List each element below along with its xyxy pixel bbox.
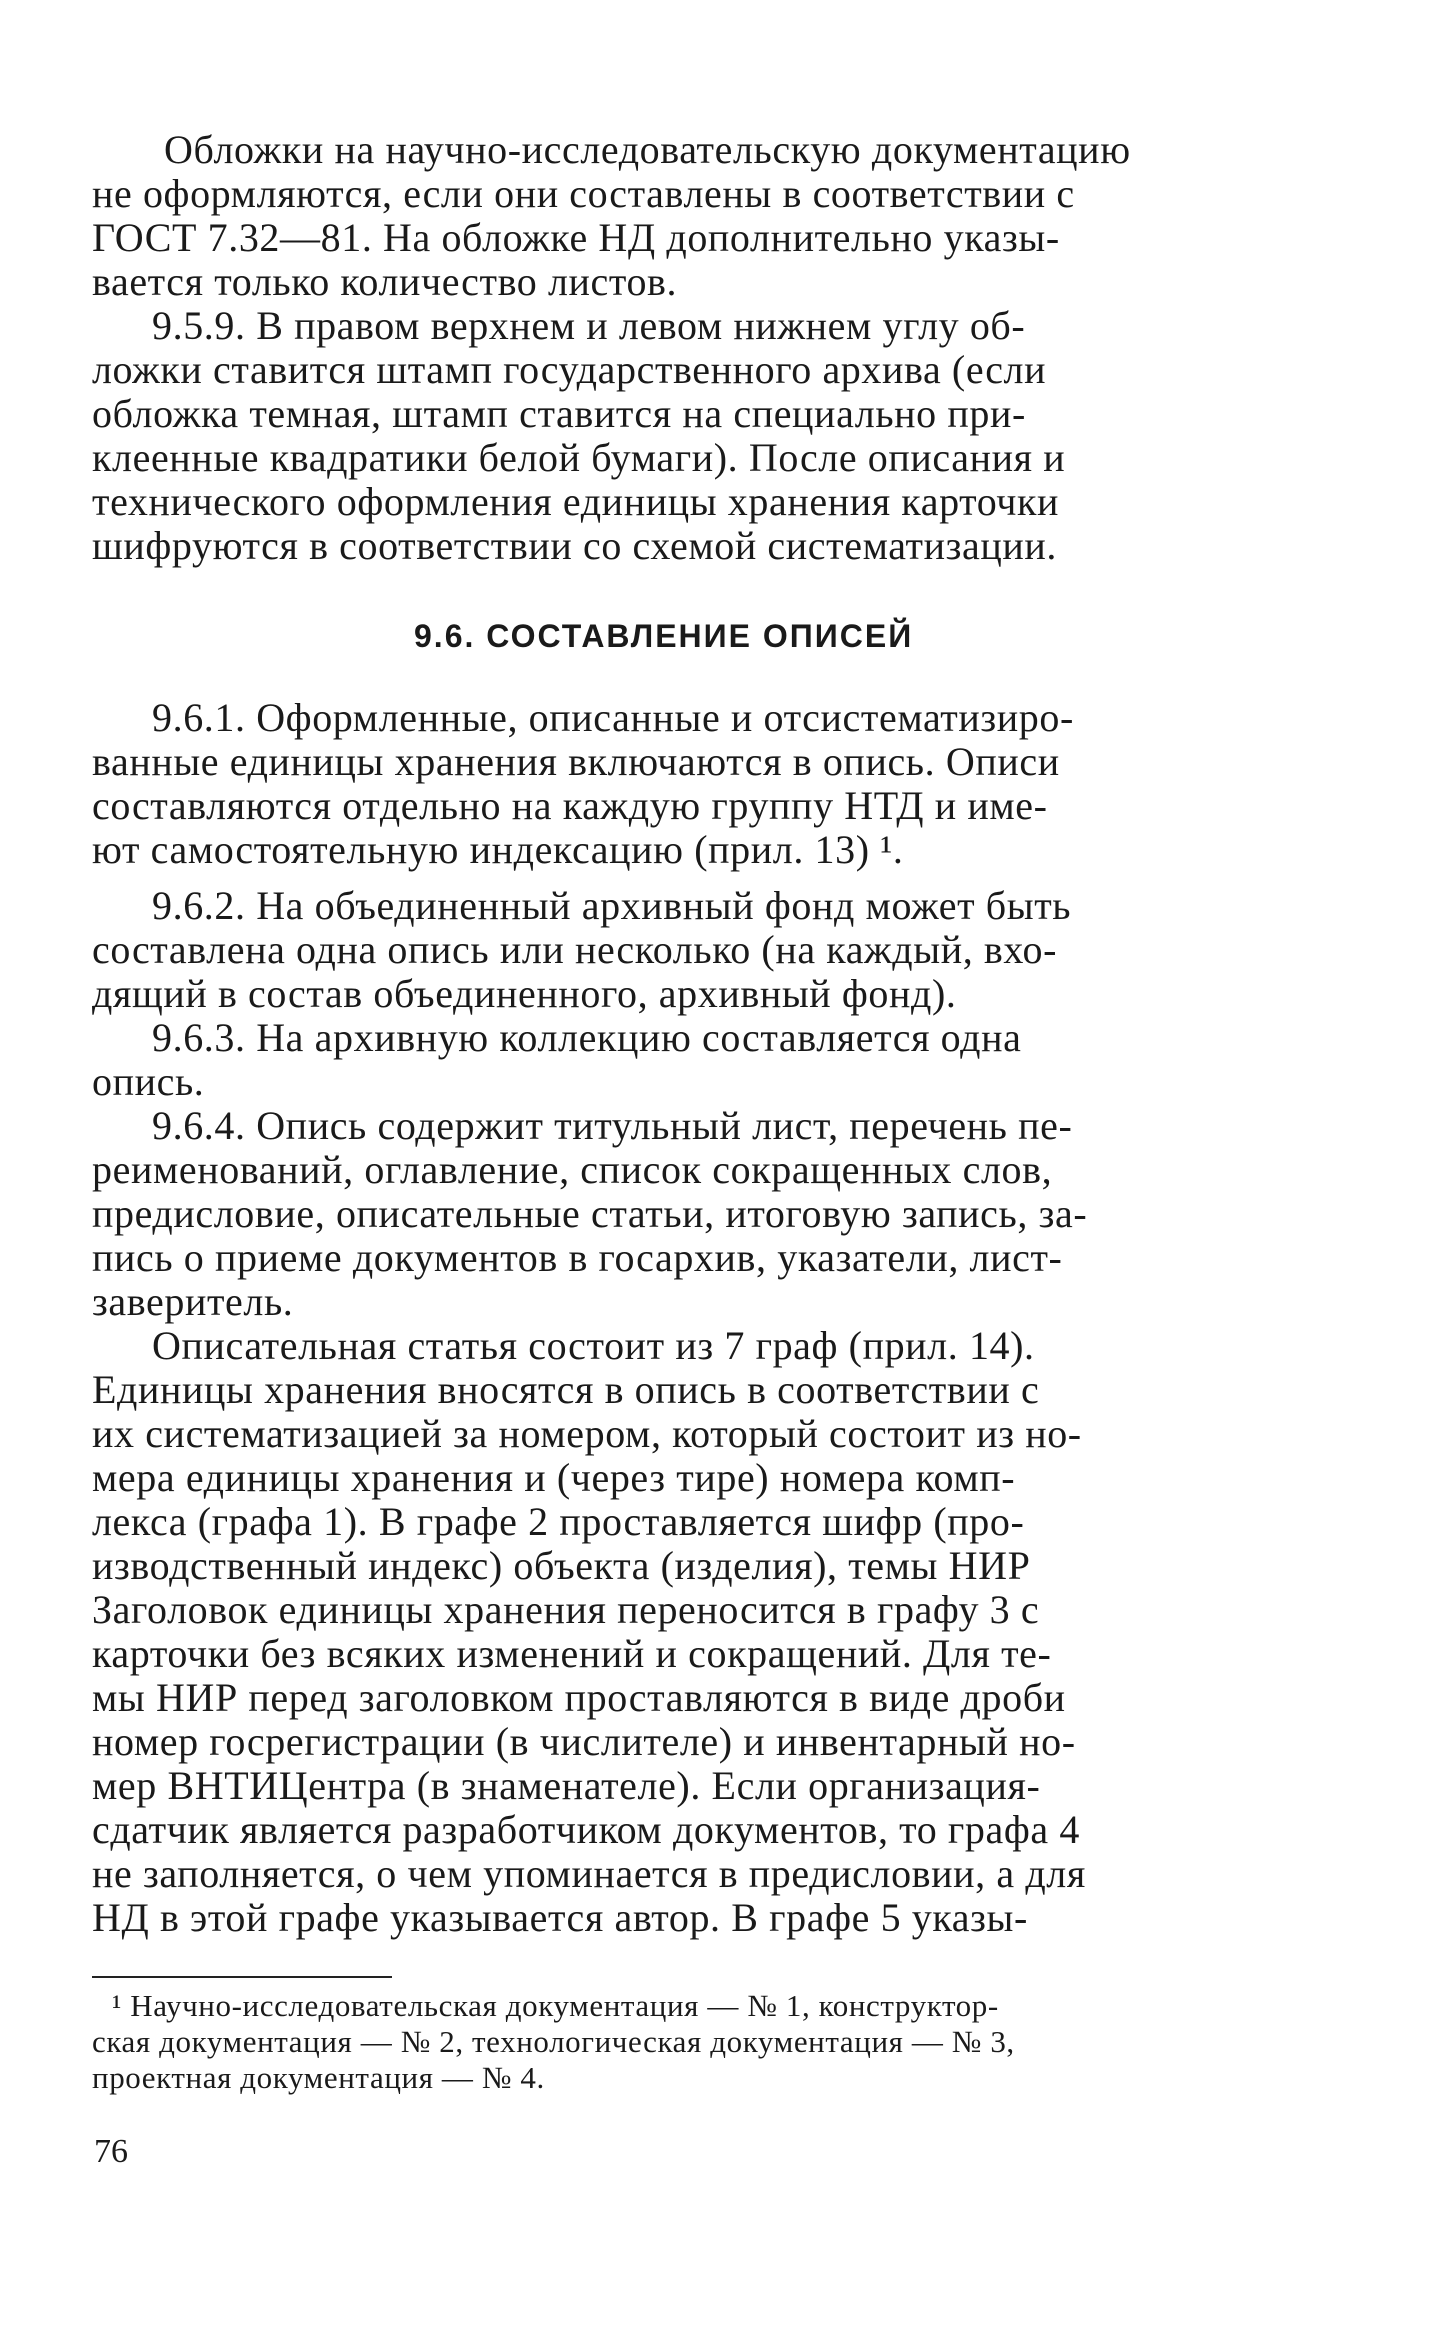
section-heading: 9.6. СОСТАВЛЕНИЕ ОПИСЕЙ (414, 618, 914, 654)
text-line: ют самостоятельную индексацию (прил. 13) ¹. (92, 827, 904, 872)
text-line: их систематизацией за номером, который состоит из но- (92, 1411, 1082, 1456)
text-line: не оформляются, если они составлены в соответствии с (92, 171, 1075, 216)
text-line: лекса (графа 1). В графе 2 проставляется шифр (про- (92, 1499, 1025, 1544)
footnote-line: ¹ Научно-исследовательская документация — № 1, конструктор- (112, 1988, 999, 2023)
text-line: Обложки на научно-исследовательскую документацию (164, 127, 1131, 172)
text-line: не заполняется, о чем упоминается в предисловии, а для (92, 1851, 1086, 1896)
text-line: карточки без всяких изменений и сокращений. Для те- (92, 1631, 1052, 1676)
text-line: шифруются в соответствии со схемой систематизации. (92, 523, 1057, 568)
text-line: 9.6.1. Оформленные, описанные и отсистематизиро- (152, 695, 1074, 740)
page-number: 76 (94, 2133, 128, 2170)
text-line: ванные единицы хранения включаются в опись. Описи (92, 739, 1060, 784)
footnote-divider (92, 1976, 392, 1978)
text-line: мы НИР перед заголовком проставляются в виде дроби (92, 1675, 1066, 1720)
text-line: обложка темная, штамп ставится на специально при- (92, 391, 1026, 436)
text-line: номер госрегистрации (в числителе) и инвентарный но- (92, 1719, 1076, 1764)
text-line: мер ВНТИЦентра (в знаменателе). Если организация- (92, 1763, 1041, 1808)
text-line: изводственный индекс) объекта (изделия), темы НИР (92, 1543, 1031, 1588)
text-line: Заголовок единицы хранения переносится в графу 3 с (92, 1587, 1040, 1632)
text-line: НД в этой графе указывается автор. В графе 5 указы- (92, 1895, 1028, 1940)
text-line: дящий в состав объединенного, архивный фонд). (92, 971, 957, 1016)
text-line: клеенные квадратики белой бумаги). После описания и (92, 435, 1066, 480)
text-line: составляются отдельно на каждую группу НТД и име- (92, 783, 1048, 828)
text-line: заверитель. (92, 1279, 294, 1324)
text-line: предисловие, описательные статьи, итоговую запись, за- (92, 1191, 1088, 1236)
text-line: опись. (92, 1059, 205, 1104)
text-line: Описательная статья состоит из 7 граф (прил. 14). (152, 1323, 1035, 1368)
text-line: 9.5.9. В правом верхнем и левом нижнем углу об- (152, 303, 1026, 348)
text-line: 9.6.2. На объединенный архивный фонд может быть (152, 883, 1072, 928)
text-line: технического оформления единицы хранения карточки (92, 479, 1060, 524)
footnote-line: ская документация — № 2, технологическая документация — № 3, (92, 2024, 1015, 2059)
text-line: реименований, оглавление, список сокращенных слов, (92, 1147, 1053, 1192)
text-line: пись о приеме документов в госархив, указатели, лист- (92, 1235, 1063, 1280)
text-line: вается только количество листов. (92, 259, 678, 304)
text-line: мера единицы хранения и (через тире) номера комп- (92, 1455, 1016, 1500)
text-line: Единицы хранения вносятся в опись в соответствии с (92, 1367, 1040, 1412)
text-line: ГОСТ 7.32—81. На обложке НД дополнительно указы- (92, 215, 1060, 260)
text-line: сдатчик является разработчиком документов, то графа 4 (92, 1807, 1080, 1852)
text-line: 9.6.3. На архивную коллекцию составляется одна (152, 1015, 1022, 1060)
footnote-line: проектная документация — № 4. (92, 2060, 545, 2095)
text-line: 9.6.4. Опись содержит титульный лист, перечень пе- (152, 1103, 1073, 1148)
text-line: составлена одна опись или несколько (на каждый, вхо- (92, 927, 1058, 972)
text-line: ложки ставится штамп государственного архива (если (92, 347, 1047, 392)
